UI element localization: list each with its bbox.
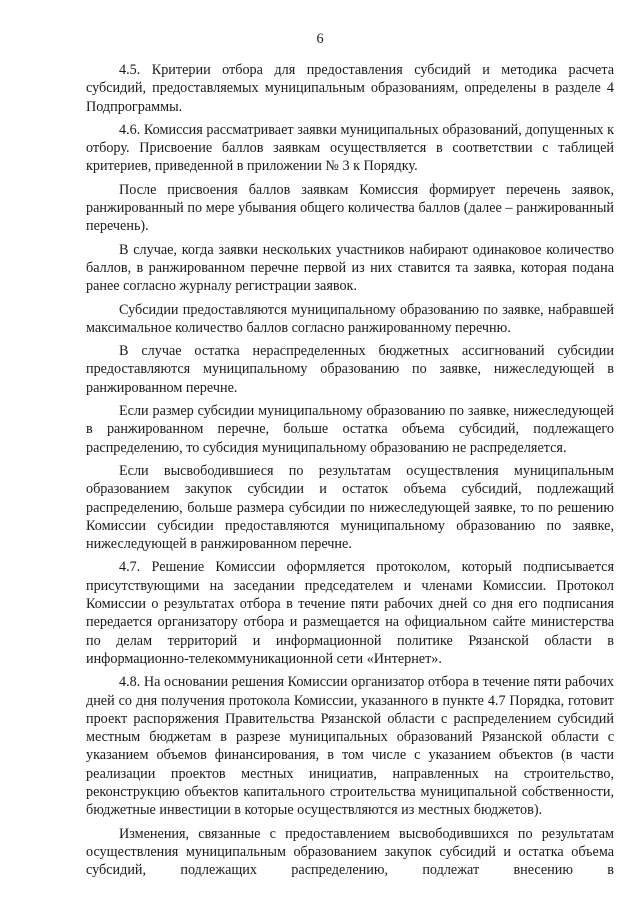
paragraph-4-8: 4.8. На основании решения Комиссии организатор отбора в течение пяти рабочих дней со дня получения протокола Комиссии, указанного в пункте 4.7 Порядка, готовит проект распоряжения Правительства Рязанской области с распределением субсидий местным бюджетам в разрезе муниципальных образований Рязанской области с указанием объемов финансирования, в том числе с указанием объектов (в части реализации проектов местных инициатив, направленных на строительство, реконструкцию объектов капитального строительства муниципальной собственности, бюджетные инвестиции в которые осуществляются из местных бюджетов). [86,674,614,819]
document-body [86,61,614,879]
page-number: 6 [316,31,324,47]
paragraph-4-6: 4.6. Комиссия рассматривает заявки муниципальных образований, допущенных к отбору. Присвоение баллов заявкам осуществляется в соответствии с таблицей критериев, приведенной в приложении № 3 к Порядку. [86,121,614,175]
paragraph-changes: Изменения, связанные с предоставлением высвободившихся по результатам осуществления муниципальным образованием закупок субсидий и остатка объема субсидий, подлежащих распределению, подлежат внесению в [86,825,614,879]
paragraph-max-score: Субсидии предоставляются муниципальному образованию по заявке, набравшей максимальное количество баллов согласно ранжированному перечню. [86,301,614,336]
paragraph-ranked-list: После присвоения баллов заявкам Комиссия формирует перечень заявок, ранжированный по мере убывания общего количества баллов (далее – ранжированный перечень). [86,181,614,235]
paragraph-4-5: 4.5. Критерии отбора для предоставления субсидий и методика расчета субсидий, предоставляемых муниципальным образованиям, определены в разделе 4 Подпрограммы. [86,62,614,115]
paragraph-subsidy-size: Если размер субсидии муниципальному образованию по заявке, нижеследующей в ранжированном перечне, больше остатка объема субсидий, подлежащего распределению, то субсидия муниципальному образованию не распределяется. [86,403,614,456]
paragraph-remaining-allocations: В случае остатка нераспределенных бюджетных ассигнований субсидии предоставляются муниципальному образованию по заявке, нижеследующей в ранжированном перечне. [86,343,614,396]
paragraph-released-funds: Если высвободившиеся по результатам осуществления муниципальным образованием закупок субсидии и остаток объема субсидий, подлежащий распределению, больше размера субсидии по нижеследующей заявке, то по решению Комиссии субсидии предоставляются муниципальному образованию по заявке, нижеследующей в ранжированном перечне. [86,462,614,553]
paragraph-4-7: 4.7. Решение Комиссии оформляется протоколом, который подписывается присутствующими на заседании председателем и членами Комиссии. Протокол Комиссии о результатах отбора в течение пяти рабочих дней со дня его подписания передается организатору отбора и размещается на официальном сайте министерства по делам территорий и информационной политике Рязанской области в информационно-телекоммуникационной сети «Интернет». [86,559,614,667]
paragraph-equal-scores: В случае, когда заявки нескольких участников набирают одинаковое количество баллов, в ранжированном перечне первой из них ставится та заявка, которая подана ранее согласно журналу регистрации заявок. [86,241,614,295]
